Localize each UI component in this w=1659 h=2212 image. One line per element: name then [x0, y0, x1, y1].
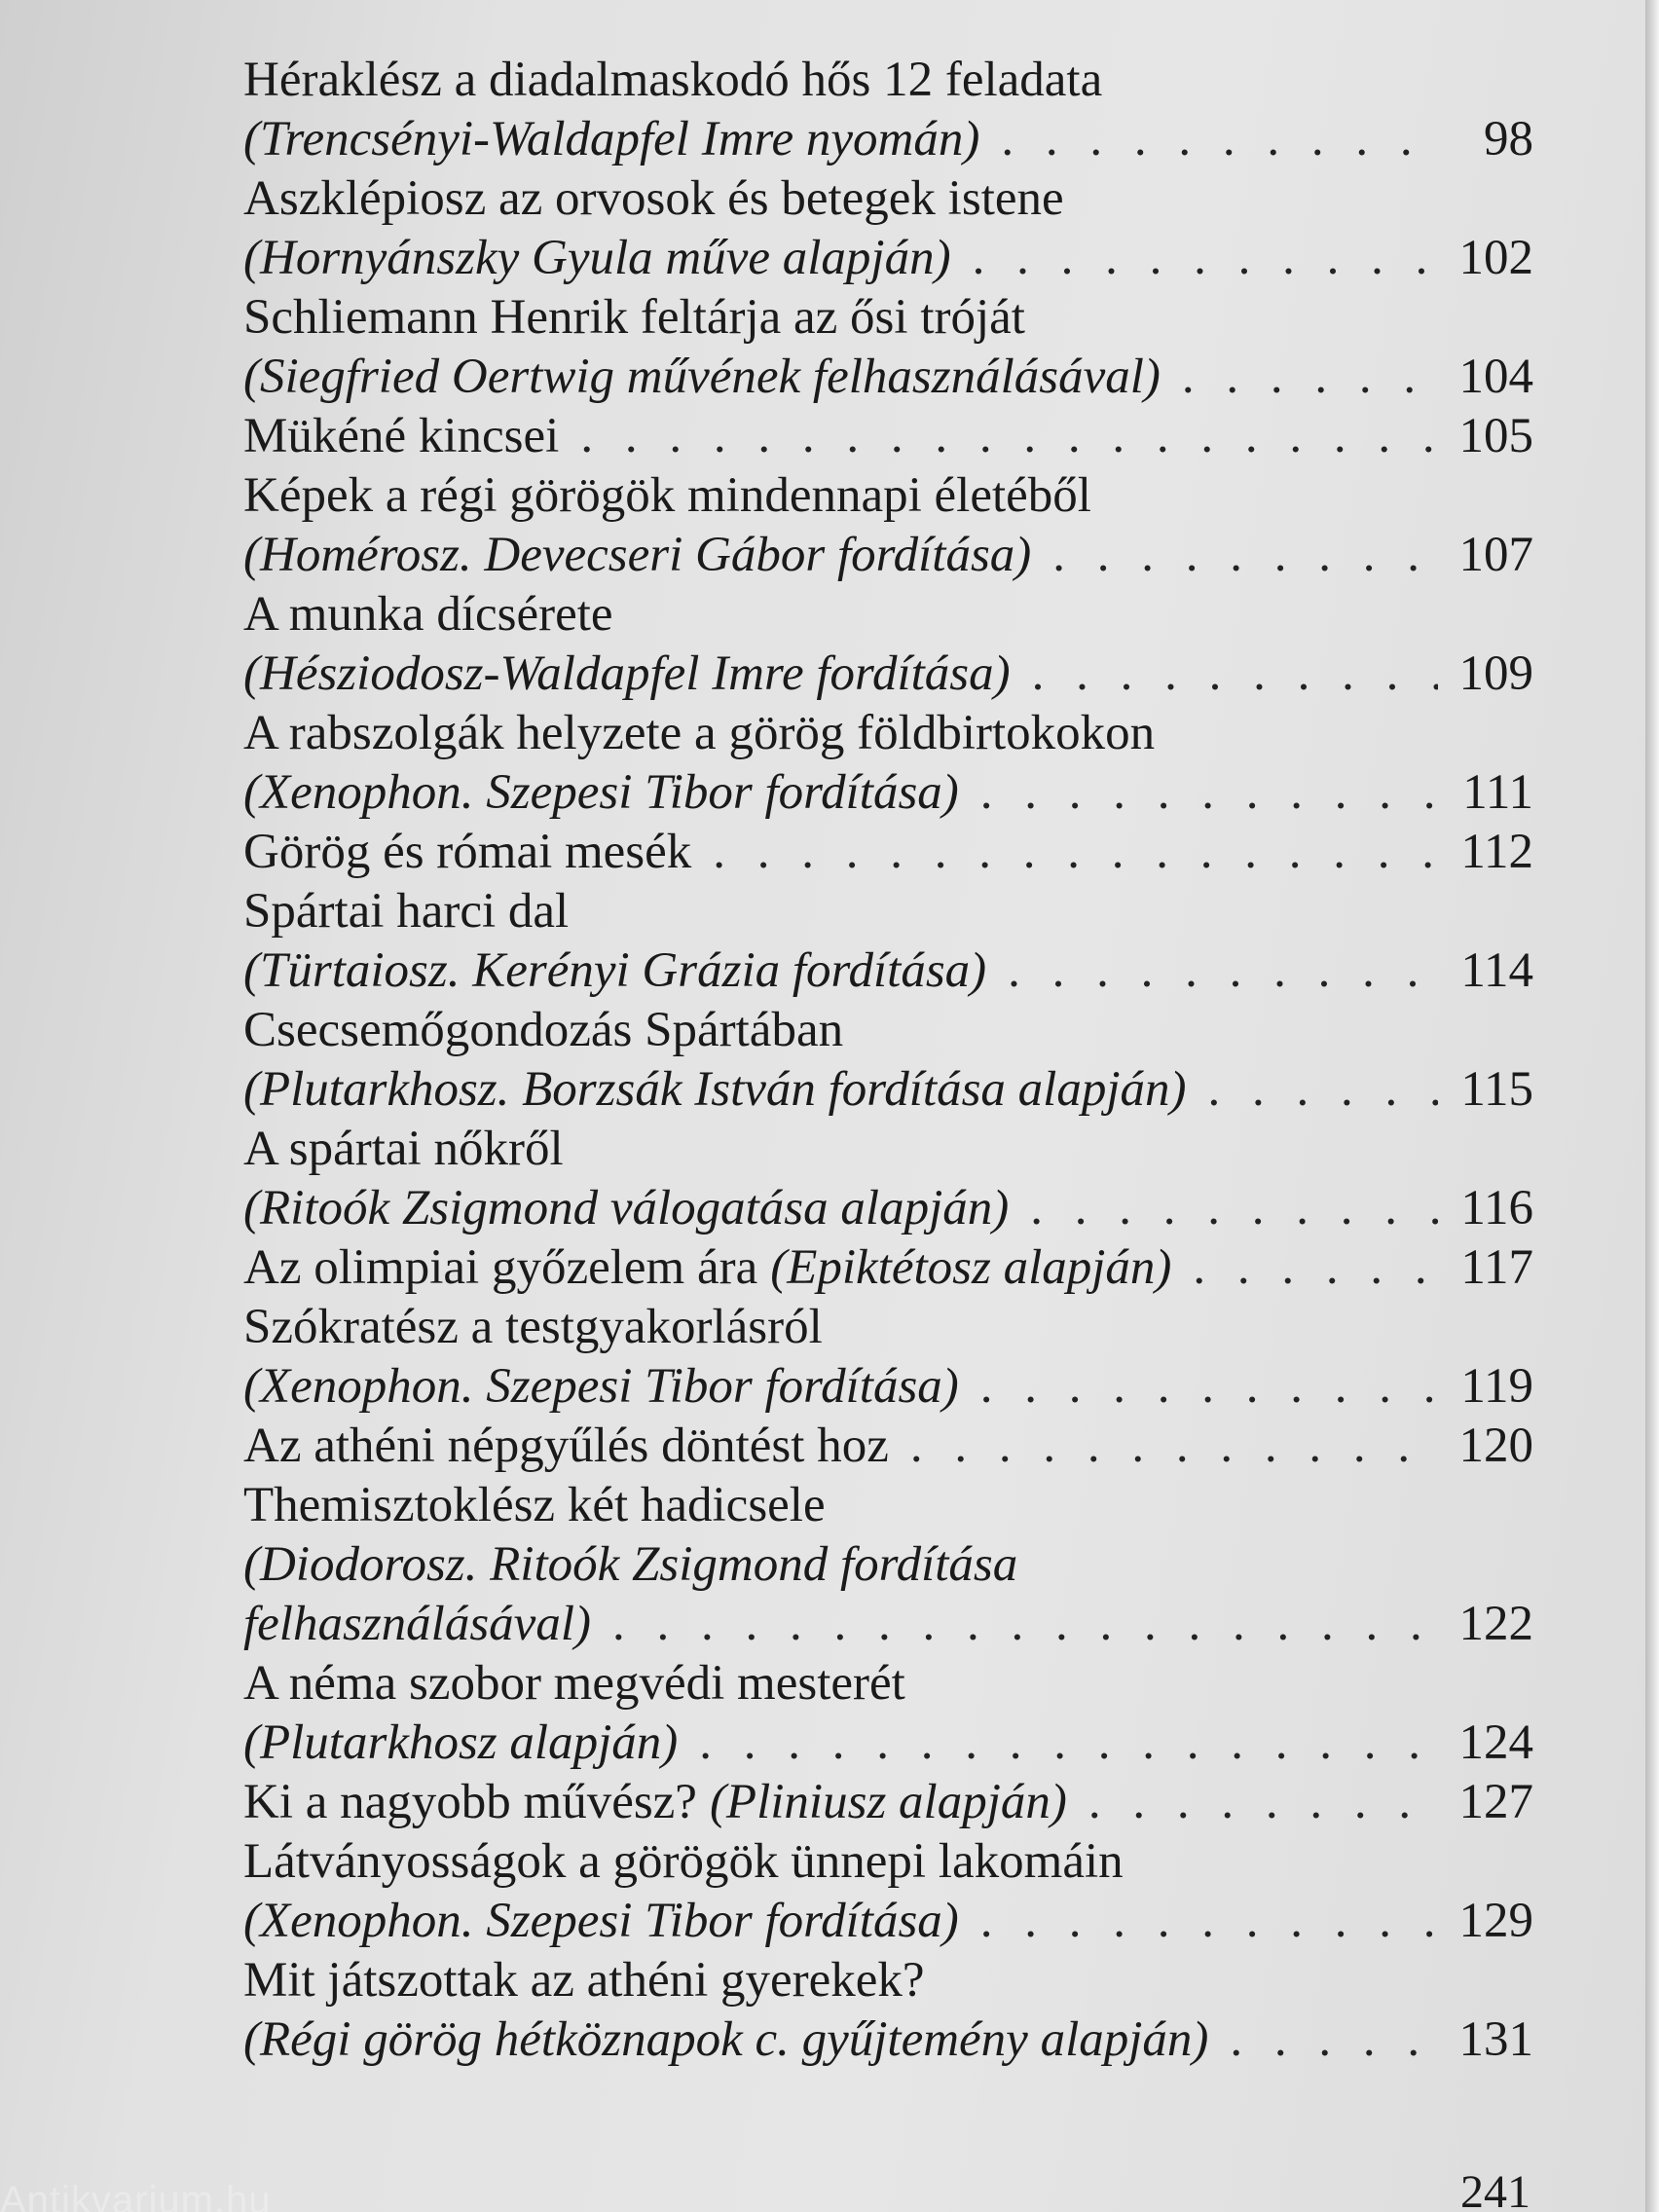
toc-entry — [243, 288, 1533, 407]
toc-entry — [243, 51, 1533, 169]
entry-title: Görög és római mesék — [243, 825, 692, 879]
entry-page-number: 115 — [1460, 1062, 1533, 1117]
toc-entry — [243, 1417, 1533, 1476]
entry-page-number: 109 — [1458, 646, 1533, 701]
entry-source: (Hornyánszky Gyula műve alapján) — [243, 231, 951, 285]
toc-entry — [243, 1001, 1533, 1120]
toc-entry — [243, 1238, 1533, 1298]
entry-source: (Pliniusz alapján) — [709, 1775, 1067, 1829]
entry-title: A rabszolgák helyzete a görög földbirtokokon — [243, 706, 1156, 760]
entry-source: (Xenophon. Szepesi Tibor fordítása) — [243, 1359, 959, 1414]
entry-title: Mit játszottak az athéni gyerekek? — [243, 1953, 925, 2008]
entry-page-number: 124 — [1458, 1715, 1533, 1770]
toc-entry — [243, 466, 1533, 585]
entry-source: (Plutarkhosz alapján) — [243, 1715, 679, 1770]
entry-source: (Epiktétosz alapján) — [770, 1240, 1172, 1295]
entry-source: (Xenophon. Szepesi Tibor fordítása) — [243, 765, 959, 820]
dot-leader — [1088, 1773, 1438, 1832]
entry-source: (Ritoók Zsigmond válogatása alapján) — [243, 1181, 1010, 1235]
toc-entry — [243, 704, 1533, 823]
entry-page-number: 119 — [1460, 1359, 1533, 1414]
toc-entry — [243, 1476, 1533, 1654]
entry-title: Szókratész a testgyakorlásról — [243, 1300, 823, 1354]
toc-entry — [243, 1298, 1533, 1417]
toc-entry — [243, 407, 1533, 466]
entry-source: (Hésziodosz-Waldapfel Imre fordítása) — [243, 646, 1011, 701]
dot-leader — [980, 1357, 1438, 1417]
toc-entry — [243, 1120, 1533, 1238]
page-number: 241 — [1460, 2166, 1530, 2212]
entry-title: Látványosságok a görögök ünnepi lakomáin — [243, 1834, 1124, 1889]
dot-leader — [612, 1595, 1438, 1654]
dot-leader — [1208, 1060, 1438, 1120]
entry-title: Schliemann Henrik feltárja az ősi tróját — [243, 290, 1025, 345]
entry-title: A néma szobor megvédi mesterét — [243, 1656, 905, 1711]
table-of-contents — [243, 51, 1533, 2070]
entry-page-number: 102 — [1458, 231, 1533, 285]
toc-entry — [243, 1654, 1533, 1773]
toc-entry — [243, 823, 1533, 882]
dot-leader — [1001, 110, 1438, 169]
entry-page-number: 116 — [1460, 1181, 1533, 1235]
entry-page-number: 120 — [1458, 1419, 1533, 1473]
entry-title: Az athéni népgyűlés döntést hoz — [243, 1419, 889, 1473]
toc-entry — [243, 169, 1533, 288]
dot-leader — [1032, 645, 1438, 704]
dot-leader — [713, 823, 1438, 882]
dot-leader — [910, 1417, 1438, 1476]
entry-source: (Diodorosz. Ritoók Zsigmond fordítása — [243, 1537, 1018, 1592]
entry-title: Themisztoklész két hadicsele — [243, 1478, 826, 1532]
dot-leader — [1030, 1179, 1438, 1238]
entry-title: Spártai harci dal — [243, 884, 570, 939]
entry-source: (Plutarkhosz. Borzsák István fordítása alapján) — [243, 1062, 1187, 1117]
dot-leader — [580, 407, 1438, 466]
entry-source: (Xenophon. Szepesi Tibor fordítása) — [243, 1894, 959, 1948]
dot-leader — [699, 1714, 1438, 1773]
entry-title: A spártai nőkről — [243, 1122, 564, 1176]
entry-page-number: 127 — [1458, 1775, 1533, 1829]
entry-title: Mükéné kincsei — [243, 409, 560, 463]
toc-entry — [243, 1951, 1533, 2070]
entry-source: (Homérosz. Devecseri Gábor fordítása) — [243, 528, 1032, 582]
toc-entry — [243, 882, 1533, 1001]
entry-title: Héraklész a diadalmaskodó hős 12 feladata — [243, 53, 1103, 107]
entry-title: Aszklépiosz az orvosok és betegek istene — [243, 171, 1064, 226]
entry-page-number: 114 — [1460, 943, 1533, 998]
entry-page-number: 122 — [1458, 1597, 1533, 1651]
dot-leader — [1230, 2010, 1438, 2070]
entry-page-number: 131 — [1458, 2012, 1533, 2067]
page-edge-shadow — [1645, 0, 1659, 2212]
entry-source: (Trencsényi-Waldapfel Imre nyomán) — [243, 112, 980, 166]
dot-leader — [973, 229, 1438, 288]
entry-page-number: 129 — [1458, 1894, 1533, 1948]
dot-leader — [980, 1892, 1438, 1951]
entry-page-number: 105 — [1458, 409, 1533, 463]
entry-page-number: 112 — [1460, 825, 1533, 879]
entry-title: Csecsemőgondozás Spártában — [243, 1003, 844, 1057]
entry-title: A munka dícsérete — [243, 587, 613, 642]
entry-page-number: 107 — [1458, 528, 1533, 582]
entry-title: Képek a régi görögök mindennapi életéből — [243, 468, 1091, 523]
dot-leader — [1193, 1238, 1438, 1298]
entry-page-number: 98 — [1484, 112, 1533, 166]
entry-page-number: 117 — [1460, 1240, 1533, 1295]
entry-page-number: 104 — [1458, 350, 1533, 404]
dot-leader — [1182, 348, 1438, 407]
entry-source: (Siegfried Oertwig művének felhasználásával) — [243, 350, 1161, 404]
dot-leader — [1008, 941, 1438, 1001]
entry-source-continued: felhasználásával) — [243, 1597, 591, 1651]
toc-entry — [243, 1832, 1533, 1951]
watermark: Antikvarium.hu — [0, 2179, 272, 2212]
dot-leader — [980, 763, 1438, 823]
dot-leader — [1052, 526, 1438, 585]
entry-title: Ki a nagyobb művész? — [243, 1775, 697, 1829]
toc-entry — [243, 1773, 1533, 1832]
entry-source: (Türtaiosz. Kerényi Grázia fordítása) — [243, 943, 987, 998]
entry-source: (Régi görög hétköznapok c. gyűjtemény alapján) — [243, 2012, 1209, 2067]
toc-entry — [243, 585, 1533, 704]
entry-title: Az olimpiai győzelem ára — [243, 1240, 758, 1295]
entry-page-number: 111 — [1462, 765, 1533, 820]
